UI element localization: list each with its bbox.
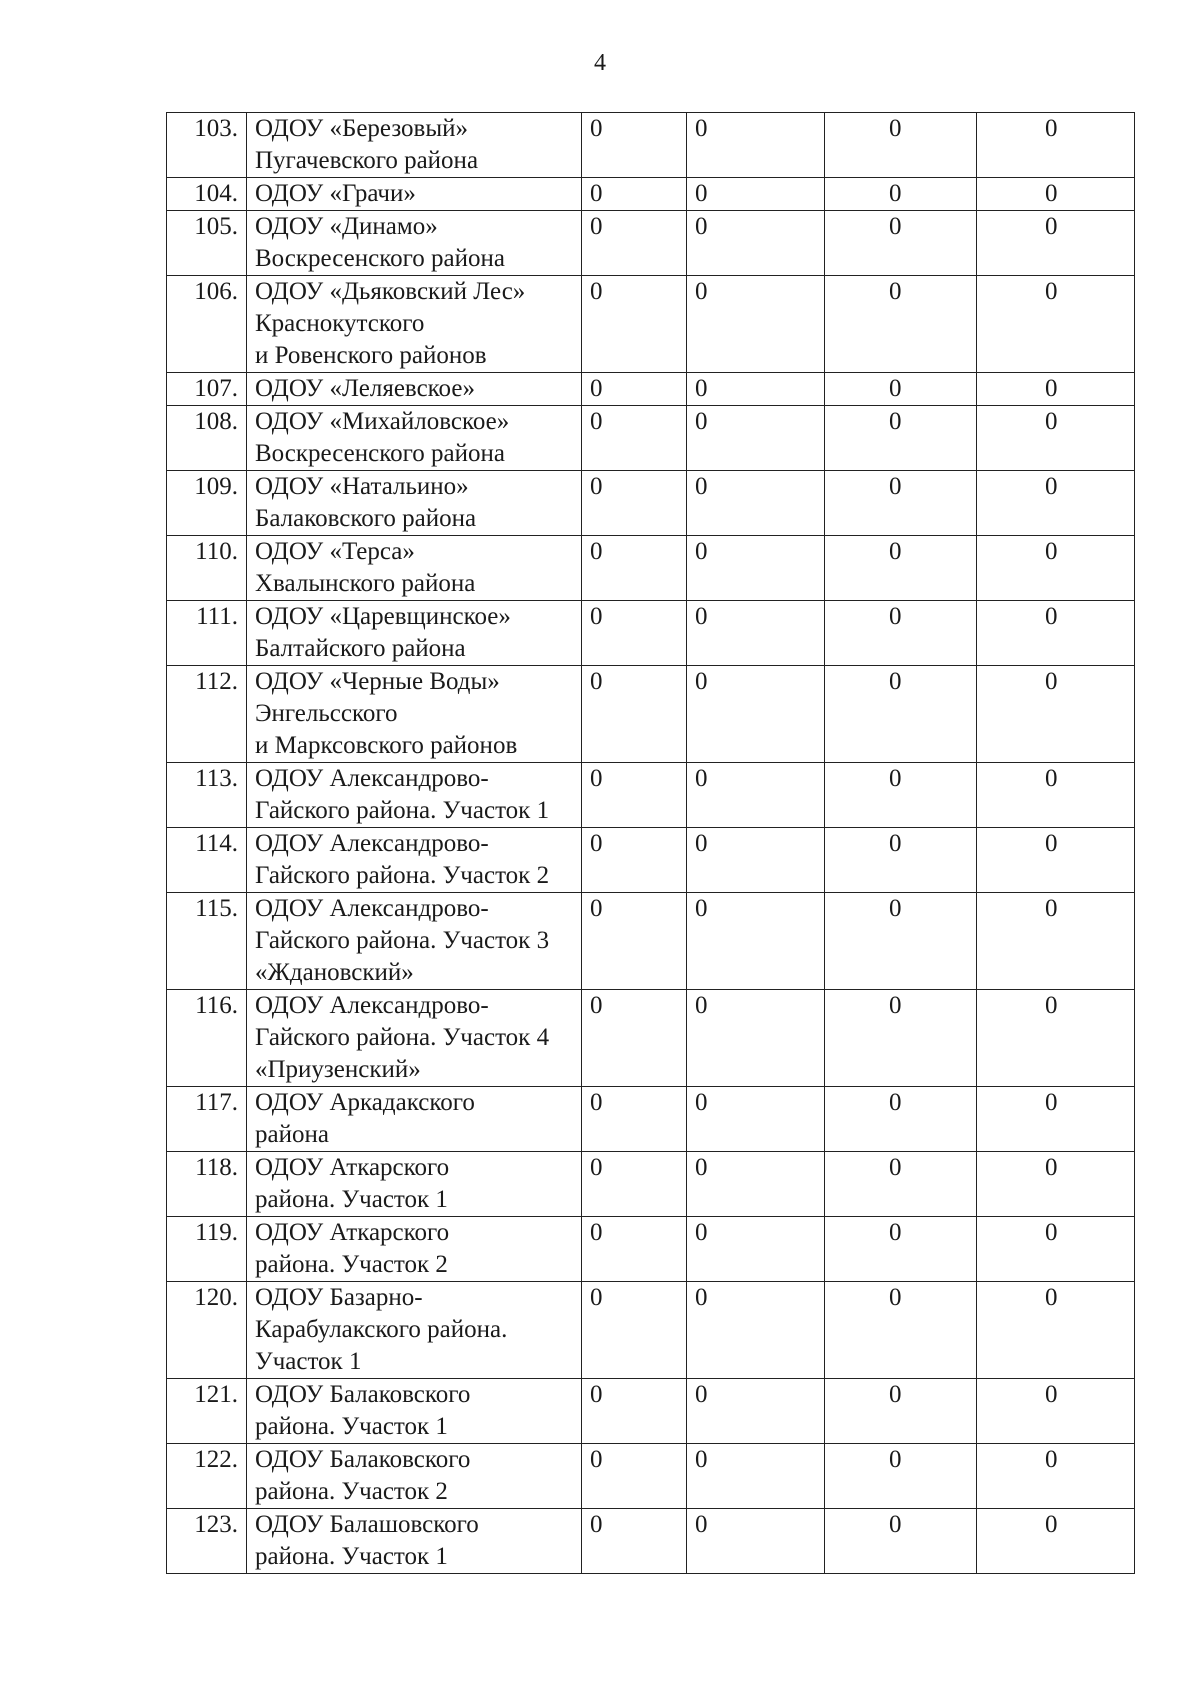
value-cell: 0 bbox=[582, 1444, 687, 1509]
object-name-line: ОДОУ «Динамо» bbox=[255, 213, 438, 240]
value-cell: 0 bbox=[582, 1509, 687, 1574]
object-name-cell bbox=[247, 828, 582, 893]
value-cell: 0 bbox=[687, 1379, 825, 1444]
value-cell: 0 bbox=[977, 406, 1135, 471]
object-name-line: ОДОУ «Царевщинское» bbox=[255, 603, 511, 630]
object-name-line: ОДОУ Балаковского bbox=[255, 1446, 471, 1473]
object-name-line: района. Участок 1 bbox=[255, 1186, 448, 1213]
table-body bbox=[167, 113, 1135, 1574]
object-name-line: ОДОУ «Грачи» bbox=[255, 180, 416, 207]
object-name-line: ОДОУ Аткарского bbox=[255, 1219, 450, 1246]
object-name-line: Гайского района. Участок 2 bbox=[255, 862, 550, 889]
value-cell: 0 bbox=[687, 763, 825, 828]
value-cell: 0 bbox=[977, 1444, 1135, 1509]
row-number: 122. bbox=[167, 1444, 247, 1509]
table-row bbox=[167, 1379, 1135, 1444]
value-cell: 0 bbox=[977, 828, 1135, 893]
value-cell: 0 bbox=[977, 666, 1135, 763]
value-cell: 0 bbox=[687, 536, 825, 601]
value-cell: 0 bbox=[825, 113, 977, 178]
value-cell: 0 bbox=[825, 990, 977, 1087]
object-name-cell bbox=[247, 666, 582, 763]
value-cell: 0 bbox=[977, 276, 1135, 373]
object-name-line: Гайского района. Участок 1 bbox=[255, 797, 550, 824]
value-cell: 0 bbox=[977, 1217, 1135, 1282]
object-name-line: Карабулакского района. bbox=[255, 1316, 508, 1343]
row-number: 120. bbox=[167, 1282, 247, 1379]
object-name-cell bbox=[247, 1509, 582, 1574]
table-row bbox=[167, 373, 1135, 406]
value-cell: 0 bbox=[825, 1282, 977, 1379]
value-cell: 0 bbox=[825, 1379, 977, 1444]
object-name-line: ОДОУ Аткарского bbox=[255, 1154, 450, 1181]
value-cell: 0 bbox=[825, 211, 977, 276]
table-row bbox=[167, 471, 1135, 536]
value-cell: 0 bbox=[582, 373, 687, 406]
object-name-line: Гайского района. Участок 3 bbox=[255, 927, 550, 954]
value-cell: 0 bbox=[582, 276, 687, 373]
row-number: 110. bbox=[167, 536, 247, 601]
value-cell: 0 bbox=[582, 178, 687, 211]
value-cell: 0 bbox=[687, 1282, 825, 1379]
object-name-line: ОДОУ «Натальино» bbox=[255, 473, 469, 500]
row-number: 123. bbox=[167, 1509, 247, 1574]
row-number: 111. bbox=[167, 601, 247, 666]
value-cell: 0 bbox=[582, 113, 687, 178]
object-name-cell bbox=[247, 893, 582, 990]
table-row bbox=[167, 666, 1135, 763]
value-cell: 0 bbox=[977, 1379, 1135, 1444]
value-cell: 0 bbox=[582, 1282, 687, 1379]
object-name-cell bbox=[247, 471, 582, 536]
table-row bbox=[167, 1444, 1135, 1509]
row-number: 119. bbox=[167, 1217, 247, 1282]
value-cell: 0 bbox=[582, 601, 687, 666]
value-cell: 0 bbox=[825, 1087, 977, 1152]
value-cell: 0 bbox=[687, 828, 825, 893]
value-cell: 0 bbox=[977, 601, 1135, 666]
table-row bbox=[167, 1087, 1135, 1152]
row-number: 114. bbox=[167, 828, 247, 893]
object-name-line: Балаковского района bbox=[255, 505, 477, 532]
row-number: 108. bbox=[167, 406, 247, 471]
value-cell: 0 bbox=[825, 893, 977, 990]
value-cell: 0 bbox=[687, 113, 825, 178]
value-cell: 0 bbox=[582, 1217, 687, 1282]
value-cell: 0 bbox=[977, 178, 1135, 211]
object-name-line: Воскресенского района bbox=[255, 440, 505, 467]
table-row bbox=[167, 601, 1135, 666]
object-name-line: ОДОУ Александрово- bbox=[255, 895, 489, 922]
object-name-line: района. Участок 1 bbox=[255, 1413, 448, 1440]
object-name-line: района. Участок 1 bbox=[255, 1543, 448, 1570]
object-name-line: ОДОУ Александрово- bbox=[255, 765, 489, 792]
value-cell: 0 bbox=[687, 601, 825, 666]
row-number: 107. bbox=[167, 373, 247, 406]
value-cell: 0 bbox=[977, 113, 1135, 178]
object-name-line: ОДОУ «Березовый» bbox=[255, 115, 469, 142]
object-name-cell bbox=[247, 1282, 582, 1379]
object-name-line: района. Участок 2 bbox=[255, 1251, 448, 1278]
value-cell: 0 bbox=[825, 373, 977, 406]
table-row bbox=[167, 1217, 1135, 1282]
value-cell: 0 bbox=[977, 1152, 1135, 1217]
object-name-line: района bbox=[255, 1121, 329, 1148]
value-cell: 0 bbox=[687, 893, 825, 990]
row-number: 118. bbox=[167, 1152, 247, 1217]
value-cell: 0 bbox=[687, 1217, 825, 1282]
value-cell: 0 bbox=[977, 373, 1135, 406]
object-name-line: ОДОУ «Терса» bbox=[255, 538, 415, 565]
table-row bbox=[167, 763, 1135, 828]
row-number: 104. bbox=[167, 178, 247, 211]
object-name-line: Хвалынского района bbox=[255, 570, 476, 597]
value-cell: 0 bbox=[977, 763, 1135, 828]
value-cell: 0 bbox=[825, 763, 977, 828]
data-table bbox=[166, 112, 1135, 1574]
row-number: 116. bbox=[167, 990, 247, 1087]
row-number: 106. bbox=[167, 276, 247, 373]
value-cell: 0 bbox=[582, 1152, 687, 1217]
object-name-cell bbox=[247, 601, 582, 666]
object-name-line: ОДОУ Балаковского bbox=[255, 1381, 471, 1408]
value-cell: 0 bbox=[582, 763, 687, 828]
object-name-line: «Приузенский» bbox=[255, 1056, 421, 1083]
row-number: 115. bbox=[167, 893, 247, 990]
object-name-cell bbox=[247, 990, 582, 1087]
object-name-cell bbox=[247, 1217, 582, 1282]
value-cell: 0 bbox=[687, 211, 825, 276]
object-name-cell bbox=[247, 763, 582, 828]
object-name-cell bbox=[247, 1087, 582, 1152]
value-cell: 0 bbox=[582, 1087, 687, 1152]
table-row bbox=[167, 828, 1135, 893]
value-cell: 0 bbox=[687, 1509, 825, 1574]
value-cell: 0 bbox=[687, 276, 825, 373]
value-cell: 0 bbox=[977, 1509, 1135, 1574]
value-cell: 0 bbox=[977, 471, 1135, 536]
object-name-line: Балтайского района bbox=[255, 635, 466, 662]
object-name-line: Краснокутского bbox=[255, 310, 425, 337]
object-name-cell bbox=[247, 536, 582, 601]
value-cell: 0 bbox=[582, 1379, 687, 1444]
row-number: 113. bbox=[167, 763, 247, 828]
value-cell: 0 bbox=[825, 406, 977, 471]
object-name-line: Энгельсского bbox=[255, 700, 398, 727]
value-cell: 0 bbox=[825, 601, 977, 666]
object-name-line: ОДОУ «Михайловское» bbox=[255, 408, 510, 435]
object-name-cell bbox=[247, 178, 582, 211]
object-name-cell bbox=[247, 1379, 582, 1444]
object-name-line: ОДОУ «Дьяковский Лес» bbox=[255, 278, 526, 305]
value-cell: 0 bbox=[977, 1087, 1135, 1152]
table-row bbox=[167, 178, 1135, 211]
object-name-line: «Ждановский» bbox=[255, 959, 414, 986]
object-name-line: Гайского района. Участок 4 bbox=[255, 1024, 550, 1051]
object-name-line: Воскресенского района bbox=[255, 245, 505, 272]
table-row bbox=[167, 406, 1135, 471]
value-cell: 0 bbox=[977, 893, 1135, 990]
table-row bbox=[167, 211, 1135, 276]
value-cell: 0 bbox=[582, 990, 687, 1087]
value-cell: 0 bbox=[687, 1152, 825, 1217]
value-cell: 0 bbox=[687, 471, 825, 536]
value-cell: 0 bbox=[825, 276, 977, 373]
row-number: 112. bbox=[167, 666, 247, 763]
table-row bbox=[167, 1282, 1135, 1379]
value-cell: 0 bbox=[582, 536, 687, 601]
value-cell: 0 bbox=[687, 990, 825, 1087]
object-name-line: района. Участок 2 bbox=[255, 1478, 448, 1505]
object-name-line: ОДОУ Балашовского bbox=[255, 1511, 479, 1538]
object-name-line: ОДОУ Александрово- bbox=[255, 830, 489, 857]
object-name-cell bbox=[247, 113, 582, 178]
value-cell: 0 bbox=[687, 178, 825, 211]
object-name-line: ОДОУ «Леляевское» bbox=[255, 375, 475, 402]
value-cell: 0 bbox=[825, 1509, 977, 1574]
object-name-cell bbox=[247, 1444, 582, 1509]
value-cell: 0 bbox=[687, 1087, 825, 1152]
value-cell: 0 bbox=[582, 828, 687, 893]
row-number: 103. bbox=[167, 113, 247, 178]
value-cell: 0 bbox=[582, 406, 687, 471]
row-number: 109. bbox=[167, 471, 247, 536]
value-cell: 0 bbox=[582, 893, 687, 990]
object-name-cell bbox=[247, 211, 582, 276]
value-cell: 0 bbox=[687, 666, 825, 763]
object-name-line: ОДОУ Аркадакского bbox=[255, 1089, 475, 1116]
object-name-line: ОДОУ Базарно- bbox=[255, 1284, 423, 1311]
value-cell: 0 bbox=[825, 536, 977, 601]
value-cell: 0 bbox=[687, 406, 825, 471]
object-name-line: Участок 1 bbox=[255, 1348, 362, 1375]
value-cell: 0 bbox=[582, 666, 687, 763]
value-cell: 0 bbox=[825, 666, 977, 763]
object-name-line: ОДОУ «Черные Воды» bbox=[255, 668, 500, 695]
object-name-cell bbox=[247, 1152, 582, 1217]
value-cell: 0 bbox=[687, 373, 825, 406]
value-cell: 0 bbox=[582, 211, 687, 276]
table-row bbox=[167, 276, 1135, 373]
table-row bbox=[167, 1509, 1135, 1574]
object-name-line: Пугачевского района bbox=[255, 147, 479, 174]
value-cell: 0 bbox=[825, 1152, 977, 1217]
value-cell: 0 bbox=[977, 211, 1135, 276]
object-name-cell bbox=[247, 406, 582, 471]
value-cell: 0 bbox=[825, 178, 977, 211]
row-number: 117. bbox=[167, 1087, 247, 1152]
row-number: 121. bbox=[167, 1379, 247, 1444]
object-name-cell bbox=[247, 373, 582, 406]
table-row bbox=[167, 990, 1135, 1087]
value-cell: 0 bbox=[687, 1444, 825, 1509]
object-name-line: и Ровенского районов bbox=[255, 342, 487, 369]
value-cell: 0 bbox=[977, 990, 1135, 1087]
table-row bbox=[167, 893, 1135, 990]
table-row bbox=[167, 113, 1135, 178]
value-cell: 0 bbox=[582, 471, 687, 536]
value-cell: 0 bbox=[977, 1282, 1135, 1379]
value-cell: 0 bbox=[825, 1217, 977, 1282]
page-number: 4 bbox=[594, 50, 606, 76]
object-name-line: и Марксовского районов bbox=[255, 732, 518, 759]
value-cell: 0 bbox=[825, 471, 977, 536]
table-row bbox=[167, 536, 1135, 601]
table-row bbox=[167, 1152, 1135, 1217]
value-cell: 0 bbox=[825, 1444, 977, 1509]
object-name-cell bbox=[247, 276, 582, 373]
value-cell: 0 bbox=[977, 536, 1135, 601]
value-cell: 0 bbox=[825, 828, 977, 893]
object-name-line: ОДОУ Александрово- bbox=[255, 992, 489, 1019]
row-number: 105. bbox=[167, 211, 247, 276]
